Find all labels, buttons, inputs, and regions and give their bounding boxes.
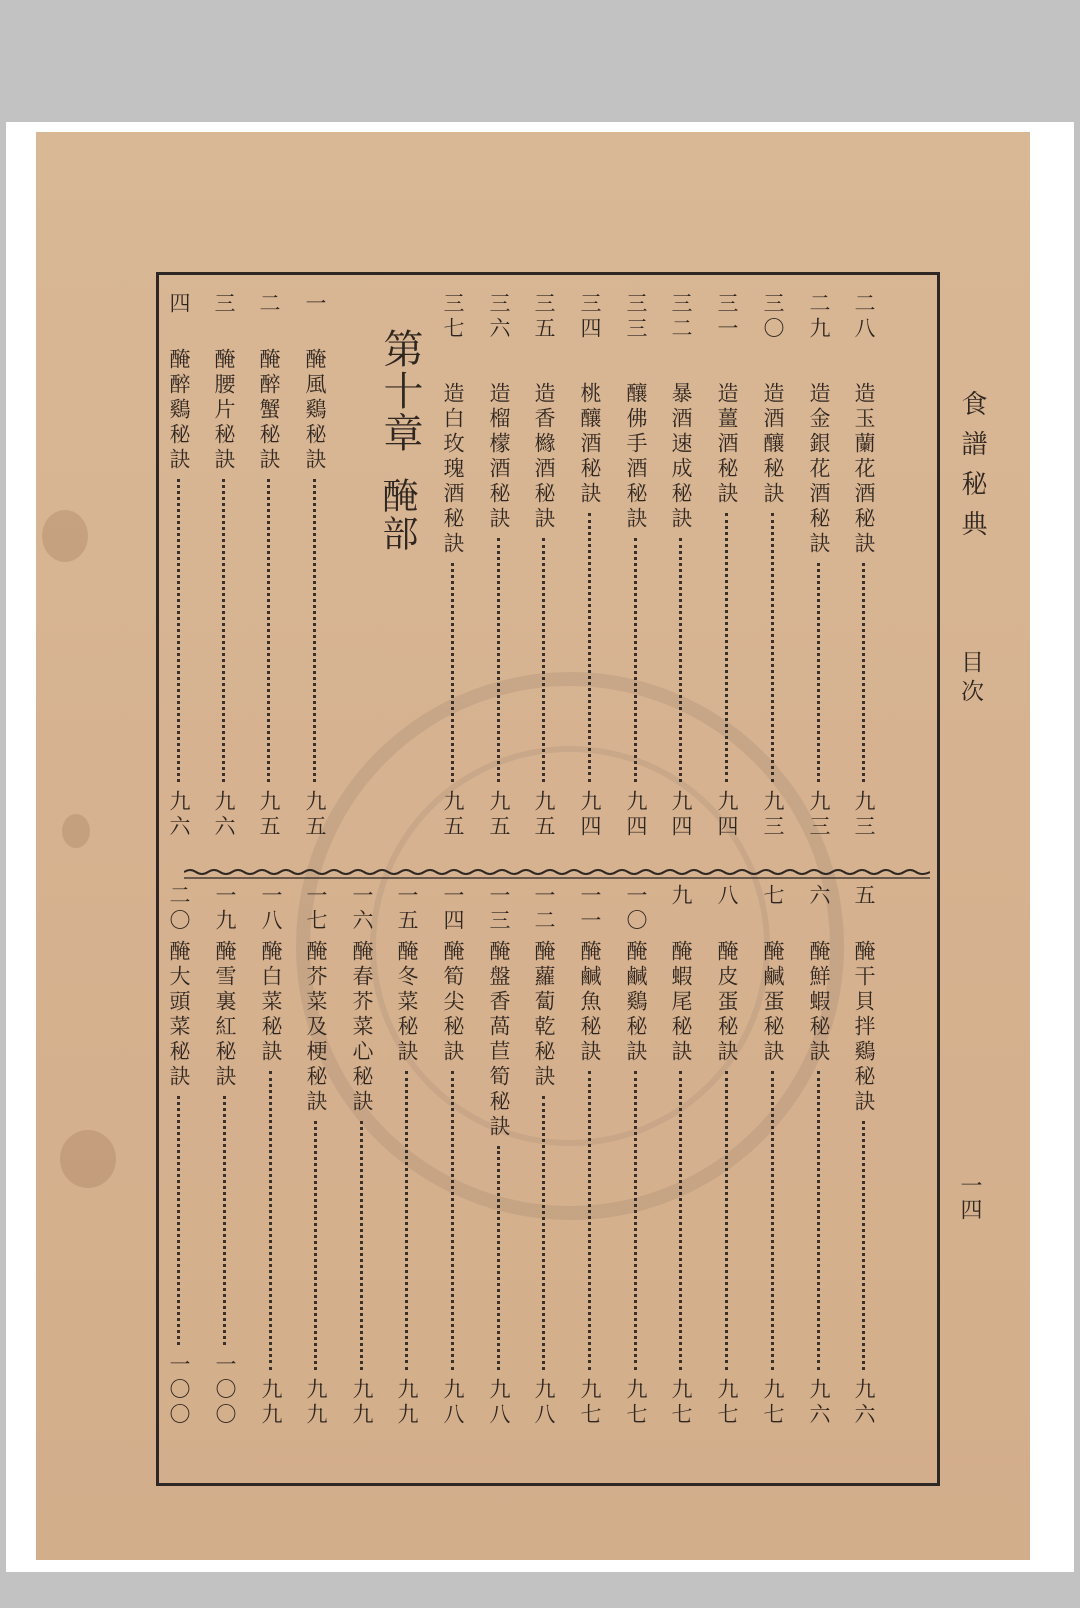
entry-title: 造香櫞酒秘訣 (532, 382, 556, 532)
leader-dots (269, 1071, 272, 1370)
paper-stain (60, 1130, 116, 1188)
leader-dots (177, 479, 180, 782)
entry-title: 醃蘿蔔乾秘訣 (532, 940, 556, 1090)
leader-dots (862, 563, 865, 782)
entry-number: 二 (257, 292, 281, 317)
entry-title: 醃醉鷄秘訣 (167, 348, 191, 473)
entry-page: 九七 (715, 1378, 739, 1428)
entry-number: 七 (761, 884, 785, 909)
entry-page: 九五 (257, 790, 281, 840)
leader-dots (679, 1071, 682, 1370)
entry-title: 造白玫瑰酒秘訣 (441, 382, 465, 557)
entry-title: 醃風鷄秘訣 (303, 348, 327, 473)
entry-page: 九八 (441, 1378, 465, 1428)
entry-title: 醃干貝拌鷄秘訣 (852, 940, 876, 1115)
entry-number: 三三 (624, 292, 648, 342)
paper-stain (42, 510, 88, 562)
entry-title: 醃鮮蝦秘訣 (807, 940, 831, 1065)
entry-page: 九五 (441, 790, 465, 840)
entry-number: 二〇 (167, 884, 191, 934)
entry-page: 九五 (303, 790, 327, 840)
entry-title: 釀佛手酒秘訣 (624, 382, 648, 532)
entry-page: 九三 (852, 790, 876, 840)
entry-number: 一 (303, 292, 327, 317)
entry-number: 一四 (441, 884, 465, 934)
entry-page: 九九 (395, 1378, 419, 1428)
leader-dots (588, 513, 591, 782)
wavy-divider (184, 868, 930, 880)
chapter-name: 醃部 (377, 477, 418, 553)
entry-number: 三五 (532, 292, 556, 342)
entry-number: 三七 (441, 292, 465, 342)
entry-title: 造榴檬酒秘訣 (487, 382, 511, 532)
entry-page: 九九 (304, 1378, 328, 1428)
leader-dots (451, 1071, 454, 1370)
entry-page: 九七 (624, 1378, 648, 1428)
entry-page: 九三 (761, 790, 785, 840)
entry-number: 一九 (213, 884, 237, 934)
entry-page: 九七 (669, 1378, 693, 1428)
leader-dots (542, 538, 545, 782)
entry-page: 九九 (350, 1378, 374, 1428)
leader-dots (725, 1071, 728, 1370)
leader-dots (177, 1096, 180, 1345)
entry-title: 醃鹹蛋秘訣 (761, 940, 785, 1065)
entry-title: 暴酒速成秘訣 (669, 382, 693, 532)
entry-title: 醃腰片秘訣 (212, 348, 236, 473)
leader-dots (451, 563, 454, 782)
entry-title: 造金銀花酒秘訣 (807, 382, 831, 557)
entry-page: 九九 (259, 1378, 283, 1428)
entry-page: 九六 (212, 790, 236, 840)
leader-dots (405, 1071, 408, 1370)
entry-number: 一五 (395, 884, 419, 934)
entry-number: 一二 (532, 884, 556, 934)
entry-number: 一七 (304, 884, 328, 934)
entry-number: 一六 (350, 884, 374, 934)
entry-number: 三 (212, 292, 236, 317)
entry-title: 醃芥菜及梗秘訣 (304, 940, 328, 1115)
entry-number: 三〇 (761, 292, 785, 342)
entry-page: 九三 (807, 790, 831, 840)
entry-number: 八 (715, 884, 739, 909)
entry-number: 一〇 (624, 884, 648, 934)
entry-page: 九六 (807, 1378, 831, 1428)
leader-dots (634, 1071, 637, 1370)
entry-page: 九八 (532, 1378, 556, 1428)
entry-title: 造酒釀秘訣 (761, 382, 785, 507)
entry-number: 一三 (487, 884, 511, 934)
entry-page: 九四 (715, 790, 739, 840)
leader-dots (679, 538, 682, 782)
entry-page: 九四 (578, 790, 602, 840)
entry-title: 醃盤香萵苣筍秘訣 (487, 940, 511, 1140)
entry-title: 醃醉蟹秘訣 (257, 348, 281, 473)
entry-number: 二九 (807, 292, 831, 342)
entry-number: 一八 (259, 884, 283, 934)
leader-dots (497, 538, 500, 782)
leader-dots (314, 1121, 317, 1370)
entry-title: 醃冬菜秘訣 (395, 940, 419, 1065)
leader-dots (771, 1071, 774, 1370)
entry-number: 三一 (715, 292, 739, 342)
leader-dots (725, 513, 728, 782)
entry-title: 醃春芥菜心秘訣 (350, 940, 374, 1115)
section-label: 目次 (957, 650, 983, 708)
entry-number: 二八 (852, 292, 876, 342)
entry-number: 五 (852, 884, 876, 909)
entry-number: 一一 (578, 884, 602, 934)
entry-number: 四 (167, 292, 191, 317)
leader-dots (222, 479, 225, 782)
entry-title: 醃筍尖秘訣 (441, 940, 465, 1065)
leader-dots (588, 1071, 591, 1370)
page-number: 一四 (957, 1174, 982, 1222)
entry-title: 醃鹹鷄秘訣 (624, 940, 648, 1065)
leader-dots (223, 1096, 226, 1345)
leader-dots (771, 513, 774, 782)
chapter-heading: 第十章 (377, 328, 423, 454)
book-title: 食譜秘典 (957, 390, 987, 550)
entry-page: 九六 (167, 790, 191, 840)
entry-title: 醃雪裏紅秘訣 (213, 940, 237, 1090)
entry-page: 九七 (578, 1378, 602, 1428)
entry-number: 六 (807, 884, 831, 909)
entry-page: 九六 (852, 1378, 876, 1428)
leader-dots (817, 1071, 820, 1370)
leader-dots (862, 1121, 865, 1370)
leader-dots (542, 1096, 545, 1370)
leader-dots (817, 563, 820, 782)
leader-dots (360, 1121, 363, 1370)
entry-title: 醃蝦尾秘訣 (669, 940, 693, 1065)
entry-number: 三二 (669, 292, 693, 342)
entry-page: 九七 (761, 1378, 785, 1428)
entry-page: 九四 (624, 790, 648, 840)
entry-page: 九四 (669, 790, 693, 840)
leader-dots (497, 1146, 500, 1370)
entry-title: 造薑酒秘訣 (715, 382, 739, 507)
entry-number: 三六 (487, 292, 511, 342)
entry-title: 造玉蘭花酒秘訣 (852, 382, 876, 557)
book-page (36, 132, 1030, 1560)
leader-dots (634, 538, 637, 782)
entry-title: 醃皮蛋秘訣 (715, 940, 739, 1065)
entry-number: 九 (669, 884, 693, 909)
paper-stain (62, 814, 90, 848)
entry-page: 一〇〇 (213, 1353, 237, 1428)
entry-number: 三四 (578, 292, 602, 342)
leader-dots (313, 479, 316, 782)
entry-title: 醃白菜秘訣 (259, 940, 283, 1065)
leader-dots (267, 479, 270, 782)
entry-title: 醃鹹魚秘訣 (578, 940, 602, 1065)
entry-page: 九五 (487, 790, 511, 840)
entry-title: 桃釀酒秘訣 (578, 382, 602, 507)
entry-title: 醃大頭菜秘訣 (167, 940, 191, 1090)
entry-page: 九五 (532, 790, 556, 840)
entry-page: 一〇〇 (167, 1353, 191, 1428)
entry-page: 九八 (487, 1378, 511, 1428)
